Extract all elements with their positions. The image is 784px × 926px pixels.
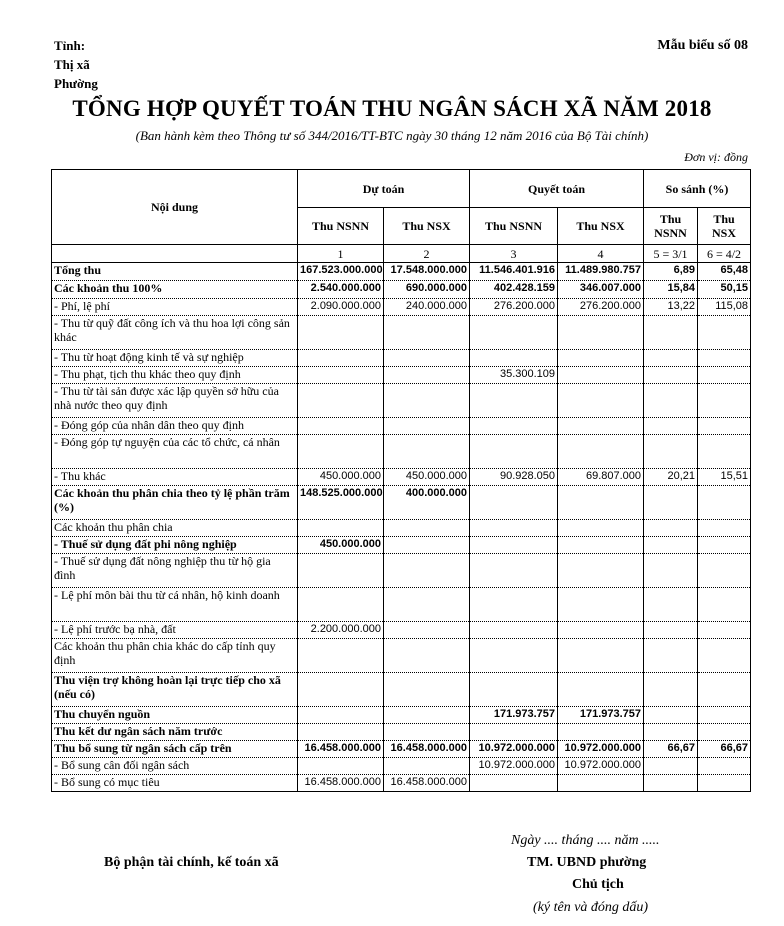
row-value bbox=[698, 350, 751, 367]
colnum: 3 bbox=[470, 245, 558, 263]
table-row bbox=[52, 299, 751, 316]
row-value: 10.972.000.000 bbox=[558, 758, 644, 775]
row-value: 171.973.757 bbox=[470, 707, 558, 724]
row-value bbox=[644, 367, 698, 384]
colnum-blank bbox=[52, 245, 298, 263]
row-value bbox=[698, 554, 751, 588]
row-value: 20,21 bbox=[644, 469, 698, 486]
row-value bbox=[298, 367, 384, 384]
table-row bbox=[52, 775, 751, 792]
row-value bbox=[558, 724, 644, 741]
row-value bbox=[298, 673, 384, 707]
row-value: 346.007.000 bbox=[558, 281, 644, 299]
row-value bbox=[698, 622, 751, 639]
colnum: 4 bbox=[558, 245, 644, 263]
committee-title: TM. UBND phường bbox=[527, 855, 647, 870]
row-label: - Đóng góp của nhân dân theo quy định bbox=[52, 418, 298, 435]
row-value bbox=[384, 316, 470, 350]
row-value bbox=[558, 622, 644, 639]
row-value bbox=[644, 758, 698, 775]
row-value bbox=[470, 384, 558, 418]
row-value bbox=[470, 588, 558, 622]
row-value bbox=[558, 367, 644, 384]
signature-date: Ngày .... tháng .... năm ..... bbox=[511, 833, 660, 848]
row-value: 450.000.000 bbox=[298, 537, 384, 554]
row-value: 402.428.159 bbox=[470, 281, 558, 299]
row-value: 115,08 bbox=[698, 299, 751, 316]
row-value: 2.200.000.000 bbox=[298, 622, 384, 639]
town-label: Thị xã bbox=[54, 57, 90, 72]
row-label: - Thuế sử dụng đất phi nông nghiệp bbox=[52, 537, 298, 554]
table-row bbox=[52, 263, 751, 281]
row-value: 17.548.000.000 bbox=[384, 263, 470, 281]
row-value bbox=[698, 435, 751, 469]
row-value: 50,15 bbox=[698, 281, 751, 299]
row-label: - Lệ phí trước bạ nhà, đất bbox=[52, 622, 298, 639]
row-value bbox=[470, 775, 558, 792]
row-value bbox=[470, 554, 558, 588]
row-value bbox=[384, 520, 470, 537]
table-row bbox=[52, 384, 751, 418]
row-label: Thu kết dư ngân sách năm trước bbox=[52, 724, 298, 741]
row-value: 6,89 bbox=[644, 263, 698, 281]
row-value bbox=[298, 435, 384, 469]
row-value bbox=[698, 639, 751, 673]
row-value bbox=[470, 435, 558, 469]
header-set-nsx: Thu NSX bbox=[558, 208, 644, 245]
header-est-nsx: Thu NSX bbox=[384, 208, 470, 245]
header-comparison: So sánh (%) bbox=[644, 170, 751, 208]
row-value: 66,67 bbox=[698, 741, 751, 758]
row-value bbox=[298, 350, 384, 367]
row-value: 167.523.000.000 bbox=[298, 263, 384, 281]
row-value bbox=[698, 537, 751, 554]
row-value bbox=[644, 673, 698, 707]
row-value: 148.525.000.000 bbox=[298, 486, 384, 520]
row-value: 16.458.000.000 bbox=[384, 741, 470, 758]
row-value: 690.000.000 bbox=[384, 281, 470, 299]
row-value bbox=[644, 384, 698, 418]
table-row bbox=[52, 469, 751, 486]
row-value bbox=[298, 758, 384, 775]
row-label: - Thu từ hoạt động kinh tế và sự nghiệp bbox=[52, 350, 298, 367]
row-value bbox=[298, 384, 384, 418]
row-value bbox=[644, 418, 698, 435]
row-value: 16.458.000.000 bbox=[384, 775, 470, 792]
row-value bbox=[470, 724, 558, 741]
row-label: Các khoản thu phân chia bbox=[52, 520, 298, 537]
row-value bbox=[558, 435, 644, 469]
row-value bbox=[558, 673, 644, 707]
chairman-title: Chủ tịch bbox=[572, 877, 624, 892]
table-row bbox=[52, 486, 751, 520]
row-value: 15,84 bbox=[644, 281, 698, 299]
row-label: - Phí, lệ phí bbox=[52, 299, 298, 316]
row-value bbox=[558, 520, 644, 537]
row-value: 10.972.000.000 bbox=[470, 741, 558, 758]
table-row bbox=[52, 554, 751, 588]
row-label: - Thu khác bbox=[52, 469, 298, 486]
row-value: 15,51 bbox=[698, 469, 751, 486]
row-value: 69.807.000 bbox=[558, 469, 644, 486]
header-cmp-nsnn: Thu NSNN bbox=[644, 208, 698, 245]
row-value bbox=[698, 758, 751, 775]
row-value bbox=[644, 707, 698, 724]
table-row bbox=[52, 741, 751, 758]
row-value bbox=[384, 758, 470, 775]
header-set-nsnn: Thu NSNN bbox=[470, 208, 558, 245]
table-row bbox=[52, 281, 751, 299]
province-label: Tỉnh: bbox=[54, 38, 86, 53]
row-label: Các khoản thu 100% bbox=[52, 281, 298, 299]
colnum: 1 bbox=[298, 245, 384, 263]
row-value bbox=[558, 554, 644, 588]
row-value bbox=[558, 775, 644, 792]
row-value bbox=[384, 588, 470, 622]
table-row bbox=[52, 418, 751, 435]
page-subtitle: (Ban hành kèm theo Thông tư số 344/2016/TT-BTC ngày 30 tháng 12 năm 2016 của Bộ Tài chính) bbox=[135, 128, 649, 143]
row-value bbox=[698, 724, 751, 741]
row-value bbox=[384, 724, 470, 741]
row-value: 66,67 bbox=[644, 741, 698, 758]
table-row bbox=[52, 724, 751, 741]
row-value bbox=[384, 435, 470, 469]
row-value bbox=[558, 537, 644, 554]
row-value bbox=[644, 537, 698, 554]
row-value bbox=[558, 588, 644, 622]
colnum: 2 bbox=[384, 245, 470, 263]
row-value bbox=[698, 418, 751, 435]
row-value bbox=[644, 639, 698, 673]
row-label: Các khoản thu phân chia khác do cấp tỉnh quy định bbox=[52, 639, 298, 673]
row-value bbox=[298, 418, 384, 435]
row-label: - Thuế sử dụng đất nông nghiệp thu từ hộ gia đình bbox=[52, 554, 298, 588]
sign-note: (ký tên và đóng dấu) bbox=[533, 900, 649, 915]
row-value bbox=[384, 367, 470, 384]
row-value: 10.972.000.000 bbox=[470, 758, 558, 775]
row-value bbox=[558, 384, 644, 418]
row-value bbox=[558, 486, 644, 520]
row-value: 450.000.000 bbox=[384, 469, 470, 486]
row-value bbox=[384, 418, 470, 435]
row-value bbox=[384, 554, 470, 588]
row-label: - Bổ sung cân đối ngân sách bbox=[52, 758, 298, 775]
row-value bbox=[470, 350, 558, 367]
row-value bbox=[644, 622, 698, 639]
row-label: Tổng thu bbox=[52, 263, 298, 281]
table-row bbox=[52, 758, 751, 775]
row-value bbox=[644, 520, 698, 537]
row-value bbox=[384, 350, 470, 367]
row-value bbox=[698, 384, 751, 418]
row-value: 171.973.757 bbox=[558, 707, 644, 724]
location-header bbox=[54, 36, 98, 93]
row-value bbox=[298, 639, 384, 673]
ward-label: Phường bbox=[54, 76, 98, 91]
row-value bbox=[698, 673, 751, 707]
budget-table bbox=[51, 169, 751, 792]
header-est-nsnn: Thu NSNN bbox=[298, 208, 384, 245]
row-value bbox=[384, 673, 470, 707]
row-value: 450.000.000 bbox=[298, 469, 384, 486]
row-value bbox=[384, 639, 470, 673]
unit-label: Đơn vị: đồng bbox=[684, 150, 748, 164]
table-row bbox=[52, 520, 751, 537]
row-value bbox=[470, 622, 558, 639]
row-label: Các khoản thu phân chia theo tỷ lệ phần trăm (%) bbox=[52, 486, 298, 520]
row-label: Thu viện trợ không hoàn lại trực tiếp cho xã (nếu có) bbox=[52, 673, 298, 707]
header-content: Nội dung bbox=[52, 170, 298, 245]
row-value: 2.090.000.000 bbox=[298, 299, 384, 316]
row-value bbox=[470, 673, 558, 707]
row-value: 16.458.000.000 bbox=[298, 741, 384, 758]
row-label: - Đóng góp tự nguyện của các tổ chức, cá nhân bbox=[52, 435, 298, 469]
row-value bbox=[698, 520, 751, 537]
row-value bbox=[470, 486, 558, 520]
table-row bbox=[52, 316, 751, 350]
row-value bbox=[558, 350, 644, 367]
row-value bbox=[698, 775, 751, 792]
row-value: 90.928.050 bbox=[470, 469, 558, 486]
row-label: Thu bổ sung từ ngân sách cấp trên bbox=[52, 741, 298, 758]
table-row bbox=[52, 707, 751, 724]
colnum: 5 = 3/1 bbox=[644, 245, 698, 263]
row-value bbox=[384, 622, 470, 639]
header-cmp-nsx: Thu NSX bbox=[698, 208, 751, 245]
row-value: 240.000.000 bbox=[384, 299, 470, 316]
row-value bbox=[298, 588, 384, 622]
table-row bbox=[52, 588, 751, 622]
row-value bbox=[644, 588, 698, 622]
table-row bbox=[52, 639, 751, 673]
row-label: - Thu phạt, tịch thu khác theo quy định bbox=[52, 367, 298, 384]
row-value bbox=[698, 707, 751, 724]
row-value bbox=[470, 520, 558, 537]
row-value: 13,22 bbox=[644, 299, 698, 316]
row-value: 400.000.000 bbox=[384, 486, 470, 520]
row-value bbox=[558, 418, 644, 435]
table-row bbox=[52, 350, 751, 367]
row-value: 11.546.401.916 bbox=[470, 263, 558, 281]
row-value: 35.300.109 bbox=[470, 367, 558, 384]
table-row bbox=[52, 367, 751, 384]
row-value: 16.458.000.000 bbox=[298, 775, 384, 792]
row-value bbox=[298, 316, 384, 350]
header-settlement: Quyết toán bbox=[470, 170, 644, 208]
row-value bbox=[470, 316, 558, 350]
row-value bbox=[644, 724, 698, 741]
row-value: 2.540.000.000 bbox=[298, 281, 384, 299]
row-value: 11.489.980.757 bbox=[558, 263, 644, 281]
header-estimate: Dự toán bbox=[298, 170, 470, 208]
row-value: 276.200.000 bbox=[558, 299, 644, 316]
row-value bbox=[470, 639, 558, 673]
row-value bbox=[470, 537, 558, 554]
row-value bbox=[384, 707, 470, 724]
row-value bbox=[384, 537, 470, 554]
row-value bbox=[558, 316, 644, 350]
row-value bbox=[298, 554, 384, 588]
row-value bbox=[644, 486, 698, 520]
row-value bbox=[644, 350, 698, 367]
row-value bbox=[698, 367, 751, 384]
row-label: Thu chuyển nguồn bbox=[52, 707, 298, 724]
row-value bbox=[558, 639, 644, 673]
table-row bbox=[52, 673, 751, 707]
colnum: 6 = 4/2 bbox=[698, 245, 751, 263]
form-number: Mẫu biểu số 08 bbox=[657, 38, 748, 53]
row-value bbox=[698, 588, 751, 622]
row-value: 276.200.000 bbox=[470, 299, 558, 316]
row-value bbox=[644, 316, 698, 350]
table-row bbox=[52, 537, 751, 554]
row-value: 65,48 bbox=[698, 263, 751, 281]
row-label: - Lệ phí môn bài thu từ cá nhân, hộ kinh doanh bbox=[52, 588, 298, 622]
row-value bbox=[644, 554, 698, 588]
row-value: 10.972.000.000 bbox=[558, 741, 644, 758]
row-value bbox=[470, 418, 558, 435]
row-value bbox=[298, 520, 384, 537]
finance-dept-signature: Bộ phận tài chính, kế toán xã bbox=[104, 855, 279, 870]
row-value bbox=[698, 316, 751, 350]
table-row bbox=[52, 435, 751, 469]
page-title: TỔNG HỢP QUYẾT TOÁN THU NGÂN SÁCH XÃ NĂM 2018 bbox=[72, 96, 712, 121]
row-value bbox=[384, 384, 470, 418]
row-value bbox=[698, 486, 751, 520]
row-label: - Thu từ tài sản được xác lập quyền sở hữu của nhà nước theo quy định bbox=[52, 384, 298, 418]
row-value bbox=[298, 707, 384, 724]
row-label: - Thu từ quỹ đất công ích và thu hoa lợi công sản khác bbox=[52, 316, 298, 350]
row-value bbox=[298, 724, 384, 741]
row-value bbox=[644, 775, 698, 792]
row-label: - Bổ sung có mục tiêu bbox=[52, 775, 298, 792]
row-value bbox=[644, 435, 698, 469]
table-row bbox=[52, 622, 751, 639]
